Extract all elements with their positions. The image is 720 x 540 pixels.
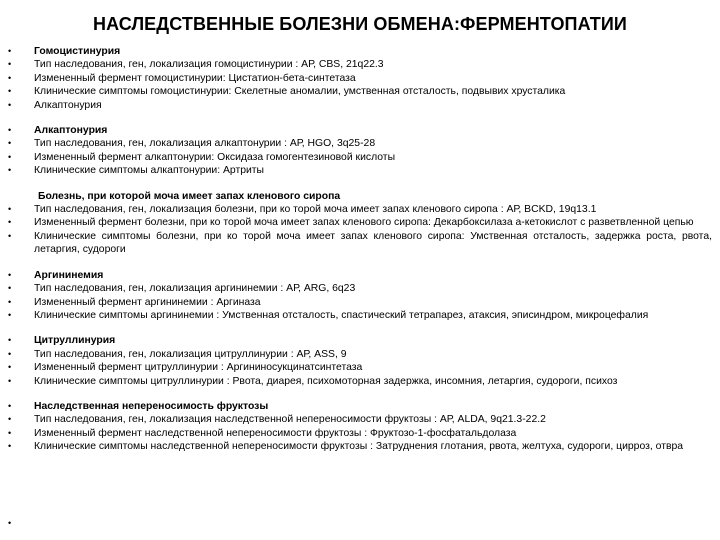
list-item: [8, 334, 712, 347]
section-heading: Цитруллинурия: [34, 335, 116, 347]
list-item: [8, 348, 712, 361]
list-item-text: Клинические симптомы алкаптонурии: Артриты: [34, 165, 265, 177]
bullet-icon: •: [8, 59, 12, 70]
list-item: [8, 72, 712, 85]
bullet-icon: •: [8, 414, 12, 425]
list-item-text: Измененный фермент гомоцистинурии: Цистатион-бета-синтетаза: [34, 72, 356, 84]
bullet-icon: •: [8, 427, 12, 438]
section-argininemia: [8, 269, 712, 323]
bullet-icon: •: [8, 138, 12, 149]
section-fructose-intolerance: [8, 400, 712, 454]
list-item: [8, 309, 712, 322]
list-item: [8, 124, 712, 137]
bullet-icon: •: [8, 151, 12, 162]
list-item-text: Клинические симптомы цитруллинурии : Рвота, диарея, психомоторная задержка, инсомния, летаргия, судороги, психоз: [34, 375, 618, 387]
list-item-text: Измененный фермент аргининемии : Аргиназа: [34, 296, 261, 308]
list-item-text: Тип наследования, ген, локализация алкаптонурии : АР, HGO, 3q25-28: [34, 138, 376, 150]
bullet-icon: •: [8, 335, 12, 346]
bullet-icon: •: [8, 217, 12, 228]
bullet-icon: •: [8, 375, 12, 386]
list-item: [8, 230, 712, 257]
section-heading: Наследственная непереносимость фруктозы: [34, 400, 269, 412]
bullet-icon: •: [8, 296, 12, 307]
list-item: [8, 413, 712, 426]
list-item-text: Измененный фермент алкаптонурии: Оксидаза гомогентезиновой кислоты: [34, 151, 396, 163]
section-homocystinuria: [8, 45, 712, 112]
bullet-icon: •: [8, 309, 12, 320]
list-item-text: Измененный фермент цитруллинурии : Аргининосукцинатсинтетаза: [34, 362, 363, 374]
bullet-icon: •: [8, 86, 12, 97]
section-heading: Аргининемия: [34, 269, 104, 281]
list-item: [8, 190, 712, 203]
section-heading: Гомоцистинурия: [34, 46, 121, 57]
disease-list: [8, 45, 712, 462]
bullet-icon: •: [8, 269, 12, 280]
list-item: [8, 164, 712, 177]
list-item: [8, 151, 712, 164]
list-item: [8, 137, 712, 150]
section-maple-syrup-urine: [8, 190, 712, 257]
bullet-icon: •: [8, 46, 12, 56]
bullet-icon: •: [8, 204, 12, 215]
list-item-text: Тип наследования, ген, локализация болезни, при ко торой моча имеет запах кленового сиропа : АР, BCKD, 19q13.1: [34, 204, 597, 216]
list-item-text: Тип наследования, ген, локализация наследственной непереносимости фруктозы : АР, ALDA, 9q21.3-22.2: [34, 414, 546, 426]
list-item: [8, 296, 712, 309]
bullet-icon: •: [8, 165, 12, 176]
section-heading: Алкаптонурия: [34, 125, 108, 137]
section-alkaptonuria: [8, 124, 712, 178]
bullet-icon: •: [8, 230, 12, 241]
bullet-icon: •: [8, 72, 12, 83]
list-item: [8, 282, 712, 295]
list-item-text: Клинические симптомы болезни, при ко торой моча имеет запах кленового сиропа: Умственная отсталость, задержка роста, рвота, летаргия, судороги: [34, 230, 712, 256]
list-item: [8, 203, 712, 216]
list-item-text: Тип наследования, ген, локализация цитруллинурии : АР, ASS, 9: [34, 348, 347, 360]
bullet-icon: •: [8, 125, 12, 136]
list-item: [8, 85, 712, 98]
bullet-icon: •: [8, 348, 12, 359]
bullet-icon: •: [8, 362, 12, 373]
bullet-icon: •: [8, 518, 12, 528]
list-item: [8, 58, 712, 71]
bullet-icon: •: [8, 283, 12, 294]
list-item: [8, 269, 712, 282]
list-item: [8, 375, 712, 388]
page-title: НАСЛЕДСТВЕННЫЕ БОЛЕЗНИ ОБМЕНА:ФЕРМЕНТОПАТИИ: [93, 14, 627, 34]
list-item-text: Тип наследования, ген, локализация гомоцистинурии : АР, CBS, 21q22.3: [34, 59, 384, 71]
list-item: [8, 361, 712, 374]
bullet-icon: •: [8, 400, 12, 411]
list-item: [8, 440, 712, 453]
list-item: [8, 400, 712, 413]
list-item: [8, 99, 712, 112]
list-item-text: Клинические симптомы наследственной непереносимости фруктозы : Затруднения глотания, рвота, желтуха, судороги, цирроз, отвра: [34, 441, 684, 453]
list-item-text: Алкаптонурия: [34, 99, 102, 111]
list-item-text: Измененный фермент наследственной непереносимости фруктозы : Фруктозо-1-фосфатальдолаза: [34, 427, 517, 439]
list-item: [8, 427, 712, 440]
list-item: [8, 216, 712, 229]
list-item-text: Измененный фермент болезни, при ко торой моча имеет запах кленового сиропа: Декарбоксилаза а-кетокислот с разветвленной цепью: [34, 217, 694, 229]
list-item-text: Клинические симптомы гомоцистинурии: Скелетные аномалии, умственная отсталость, подвывих хрусталика: [34, 86, 566, 98]
list-item: [8, 45, 712, 58]
section-heading: Болезнь, при которой моча имеет запах кленового сиропа: [38, 190, 341, 202]
list-item-text: Клинические симптомы аргининемии : Умственная отсталость, спастический тетрапарез, атаксия, эписиндром, микроцефалия: [34, 309, 649, 321]
bullet-icon: •: [8, 99, 12, 110]
bullet-icon: •: [8, 441, 12, 452]
list-item-text: Тип наследования, ген, локализация аргининемии : АР, ARG, 6q23: [34, 283, 356, 295]
section-citrullinuria: [8, 334, 712, 388]
